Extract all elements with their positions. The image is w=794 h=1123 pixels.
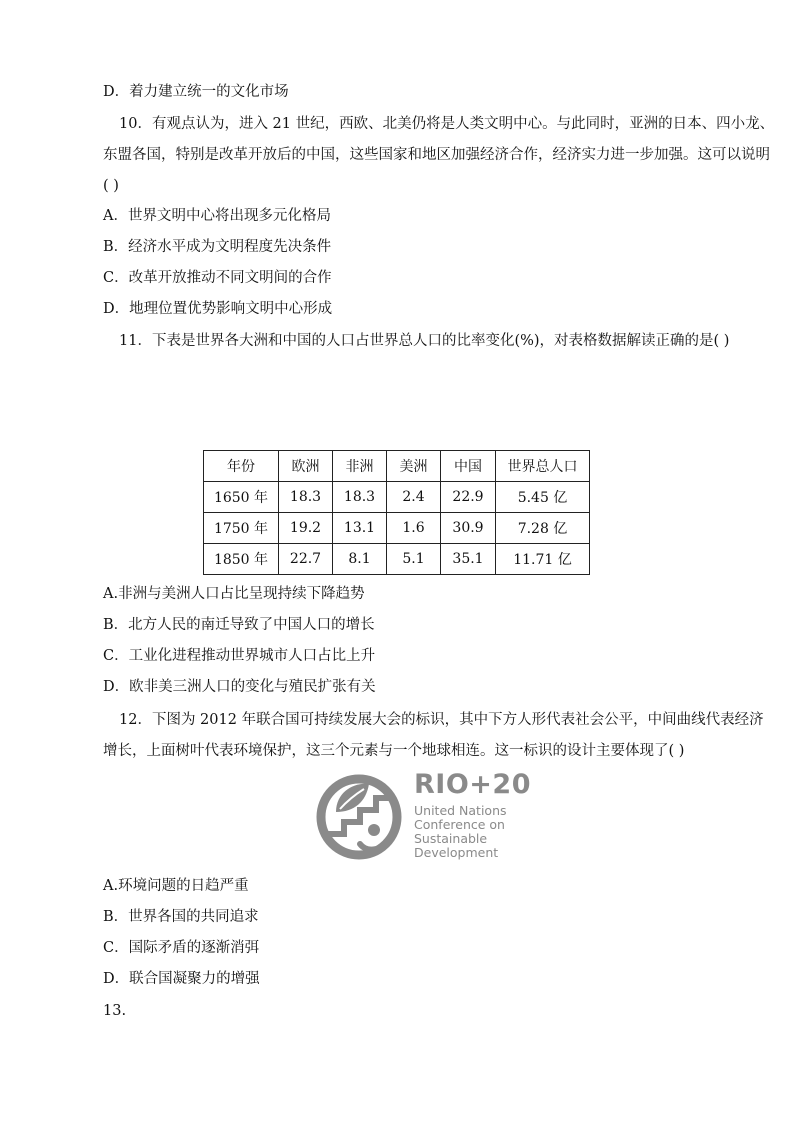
- q12-option-a: A.环境问题的日趋严重: [103, 878, 249, 894]
- table-cell: 18.3: [279, 482, 333, 513]
- table-cell: 5.1: [387, 544, 441, 575]
- q12-option-c: C．国际矛盾的逐渐消弭: [103, 940, 260, 956]
- q10-option-a: A．世界文明中心将出现多元化格局: [103, 208, 331, 224]
- table-header-cell: 非洲: [333, 451, 387, 482]
- q10-option-d: D．地理位置优势影响文明中心形成: [103, 301, 333, 317]
- table-cell: 22.9: [441, 482, 496, 513]
- q11-option-d: D．欧非美三洲人口的变化与殖民扩张有关: [103, 679, 376, 695]
- rio20-logo: [314, 770, 534, 862]
- q12-stem-line1: 12．下图为 2012 年联合国可持续发展大会的标识，其中下方人形代表社会公平，中间曲线代表经济: [119, 712, 764, 728]
- q12-option-b: B．世界各国的共同追求: [103, 909, 259, 925]
- logo-text-line4: Development: [414, 845, 499, 860]
- logo-text-line2: Conference on: [414, 817, 505, 832]
- q11-option-b: B．北方人民的南迁导致了中国人口的增长: [103, 617, 375, 633]
- q13-number: 13.: [103, 1003, 127, 1019]
- table-cell: 22.7: [279, 544, 333, 575]
- table-cell: 1650 年: [204, 482, 279, 513]
- table-header-cell: 欧洲: [279, 451, 333, 482]
- table-row: [204, 513, 590, 544]
- table-row: [204, 544, 590, 575]
- table-cell: 13.1: [333, 513, 387, 544]
- table-cell: 1750 年: [204, 513, 279, 544]
- table-cell: 1.6: [387, 513, 441, 544]
- rio20-emblem-icon: [314, 772, 404, 862]
- q10-stem-line2: 东盟各国，特别是改革开放后的中国，这些国家和地区加强经济合作，经济实力进一步加强。这可以说明: [103, 147, 770, 163]
- q12-stem-line2: 增长，上面树叶代表环境保护，这三个元素与一个地球相连。这一标识的设计主要体现了( ): [103, 743, 685, 759]
- table-header-cell: 世界总人口: [496, 451, 590, 482]
- q11-option-c: C．工业化进程推动世界城市人口占比上升: [103, 648, 376, 664]
- table-cell: 1850 年: [204, 544, 279, 575]
- table-cell: 30.9: [441, 513, 496, 544]
- table-header-row: [204, 451, 590, 482]
- q10-option-c: C．改革开放推动不同文明间的合作: [103, 270, 332, 286]
- table-cell: 35.1: [441, 544, 496, 575]
- table-cell: 18.3: [333, 482, 387, 513]
- table-header-cell: 中国: [441, 451, 496, 482]
- logo-text-line3: Sustainable: [414, 831, 488, 846]
- table-header-cell: 年份: [204, 451, 279, 482]
- table-cell: 19.2: [279, 513, 333, 544]
- q11-option-a: A.非洲与美洲人口占比呈现持续下降趋势: [103, 586, 365, 602]
- q12-option-d: D．联合国凝聚力的增强: [103, 971, 260, 987]
- table-cell: 7.28 亿: [496, 513, 590, 544]
- table-header-cell: 美洲: [387, 451, 441, 482]
- q10-option-b: B．经济水平成为文明程度先决条件: [103, 239, 332, 255]
- q10-stem-line1: 10．有观点认为，进入 21 世纪，西欧、北美仍将是人类文明中心。与此同时，亚洲的日本、四小龙、: [119, 116, 775, 132]
- table-row: [204, 482, 590, 513]
- table-cell: 11.71 亿: [496, 544, 590, 575]
- population-table: [203, 450, 590, 575]
- logo-brand-text: RIO+20: [414, 769, 531, 800]
- q9-option-d: D．着力建立统一的文化市场: [103, 84, 289, 100]
- table-cell: 5.45 亿: [496, 482, 590, 513]
- q10-stem-line3: ( ): [103, 178, 119, 194]
- table-cell: 2.4: [387, 482, 441, 513]
- q11-stem: 11．下表是世界各大洲和中国的人口占世界总人口的比率变化(%)，对表格数据解读正确的是( ): [119, 333, 730, 349]
- logo-text-line1: United Nations: [414, 803, 507, 818]
- table-cell: 8.1: [333, 544, 387, 575]
